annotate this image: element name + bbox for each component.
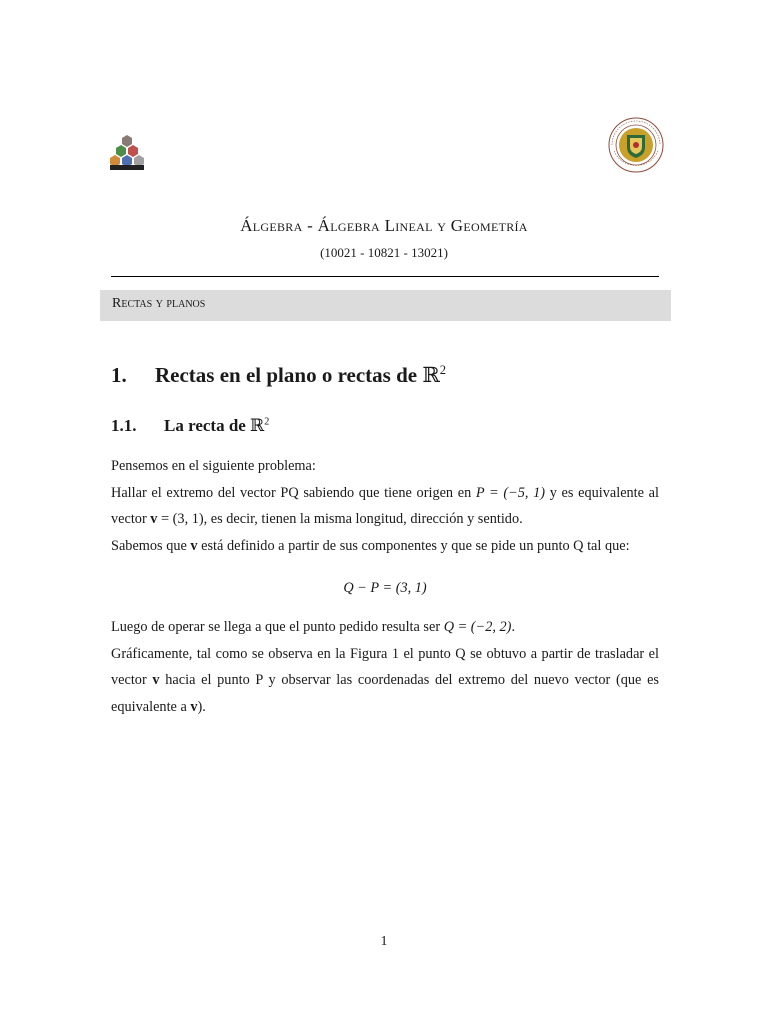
document-title: Álgebra - Álgebra Lineal y Geometría <box>240 216 528 235</box>
paragraph-known: Sabemos que v está definido a partir de sus componentes y que se pide un punto Q tal que: <box>111 537 630 554</box>
subsection-number: 1.1. <box>111 416 137 435</box>
body-text <box>111 453 659 720</box>
hexagon-cluster-logo-icon <box>110 134 144 170</box>
math-p: P = (−5, 1) <box>475 484 546 501</box>
equation: Q − P = (3, 1) <box>343 580 427 597</box>
subsection-symbol: ℝ <box>250 416 265 436</box>
section-symbol: ℝ <box>422 363 440 387</box>
subsection-exponent: 2 <box>264 416 270 428</box>
page-number: 1 <box>380 934 388 949</box>
subsection-heading <box>111 416 269 436</box>
section-title: Rectas en el plano o rectas de <box>155 363 423 387</box>
math-q: Q = (−2, 2) <box>443 618 512 635</box>
paragraph-problem: Hallar el extremo del vector PQ sabiendo que tiene origen en P = (−5, 1) y es equivalente al vector v = (3, 1), es decir, tienen la misma longitud, dirección y sentido. <box>111 484 659 528</box>
paragraph-intro: Pensemos en el siguiente problema: <box>111 458 316 474</box>
section-number: 1. <box>111 363 127 387</box>
section-heading <box>111 363 446 388</box>
header-divider <box>111 276 659 277</box>
paragraph-graphic: Gráficamente, tal como se observa en la Figura 1 el punto Q se obtuvo a partir de trasladar el vector v hacia el punto P y observar las coordenadas del extremo del nuevo vector (que es equivalente a v). <box>111 645 659 715</box>
vector-v: v <box>190 537 198 554</box>
university-seal-icon <box>608 117 664 173</box>
subsection-title: La recta de <box>164 416 251 435</box>
vector-v: v <box>150 511 158 528</box>
section-exponent: 2 <box>439 363 447 377</box>
vector-v: v <box>190 698 198 715</box>
paragraph-result: Luego de operar se llega a que el punto pedido resulta ser Q = (−2, 2). <box>111 618 516 635</box>
topic-label: Rectas y planos <box>112 296 206 311</box>
course-codes: (10021 - 10821 - 13021) <box>320 245 448 260</box>
vector-v: v <box>152 672 160 689</box>
